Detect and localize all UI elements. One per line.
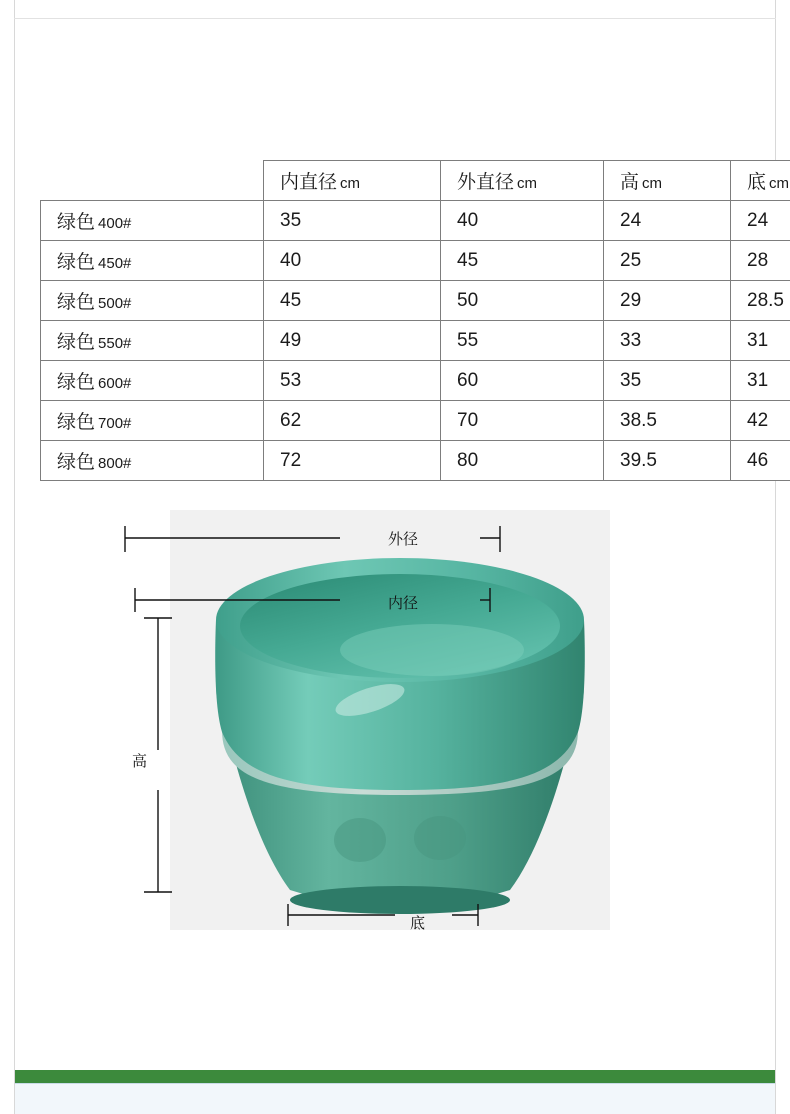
row-bottom: 24 [731,201,790,241]
row-name-cell [41,241,264,281]
row-name-cell [41,361,264,401]
bottom-label: 底 [410,915,426,932]
header-inner-diameter-unit: cm [340,175,361,192]
table-header-row [41,161,790,201]
header-bottom-unit: cm [769,175,790,192]
row-color-label: 绿色 [57,372,96,393]
row-bottom: 46 [731,441,790,481]
header-cell-bottom [731,161,790,201]
row-name-cell [41,401,264,441]
header-height-text: 高 [620,172,640,193]
row-height: 39.5 [604,441,731,481]
header-bottom-text: 底 [747,172,767,193]
row-code-label: 500# [98,295,132,312]
row-name-cell [41,321,264,361]
row-bottom: 28 [731,241,790,281]
row-bottom: 28.5 [731,281,790,321]
header-cell-inner-diameter [264,161,441,201]
row-color-label: 绿色 [57,252,96,273]
row-bottom: 31 [731,321,790,361]
row-name-cell [41,441,264,481]
table-row [41,201,790,241]
row-outer-diameter: 50 [441,281,604,321]
product-figure [40,500,752,970]
row-inner-diameter: 45 [264,281,441,321]
pot-base [290,886,510,914]
row-outer-diameter: 55 [441,321,604,361]
spec-table [40,160,790,481]
footer-strip [15,1083,775,1114]
row-code-label: 600# [98,375,132,392]
pot-emboss-right [414,816,466,860]
row-inner-diameter: 49 [264,321,441,361]
row-inner-diameter: 62 [264,401,441,441]
row-code-label: 700# [98,415,132,432]
row-name-cell [41,201,264,241]
pot-inner-highlight [340,624,524,676]
table-row [41,241,790,281]
row-outer-diameter: 70 [441,401,604,441]
row-code-label: 400# [98,215,132,232]
pot-emboss-left [334,818,386,862]
row-outer-diameter: 80 [441,441,604,481]
row-code-label: 450# [98,255,132,272]
height-label: 高 [132,753,148,770]
row-name-cell [41,281,264,321]
frame-border-top [14,18,776,19]
outer-diameter-label: 外径 [388,531,419,548]
spec-table-container [40,160,790,481]
header-cell-height [604,161,731,201]
header-cell-blank [41,161,264,201]
header-inner-diameter-text: 内直径 [280,172,338,193]
row-inner-diameter: 40 [264,241,441,281]
row-height: 35 [604,361,731,401]
footer-green-bar [15,1070,775,1084]
row-inner-diameter: 72 [264,441,441,481]
inner-diameter-label: 内径 [388,595,419,612]
flower-pot-illustration [40,500,752,970]
header-outer-diameter-unit: cm [517,175,538,192]
row-outer-diameter: 60 [441,361,604,401]
frame-border-left [14,0,15,1114]
row-height: 33 [604,321,731,361]
header-height-unit: cm [642,175,663,192]
row-color-label: 绿色 [57,412,96,433]
row-code-label: 550# [98,335,132,352]
row-color-label: 绿色 [57,292,96,313]
row-color-label: 绿色 [57,452,96,473]
row-height: 38.5 [604,401,731,441]
row-bottom: 31 [731,361,790,401]
table-row [41,401,790,441]
table-row [41,361,790,401]
table-row [41,441,790,481]
row-color-label: 绿色 [57,212,96,233]
row-inner-diameter: 35 [264,201,441,241]
row-height: 29 [604,281,731,321]
header-cell-outer-diameter [441,161,604,201]
row-outer-diameter: 45 [441,241,604,281]
row-height: 25 [604,241,731,281]
row-code-label: 800# [98,455,132,472]
row-inner-diameter: 53 [264,361,441,401]
header-outer-diameter-text: 外直径 [457,172,515,193]
row-outer-diameter: 40 [441,201,604,241]
table-row [41,281,790,321]
row-color-label: 绿色 [57,332,96,353]
table-row [41,321,790,361]
row-height: 24 [604,201,731,241]
row-bottom: 42 [731,401,790,441]
